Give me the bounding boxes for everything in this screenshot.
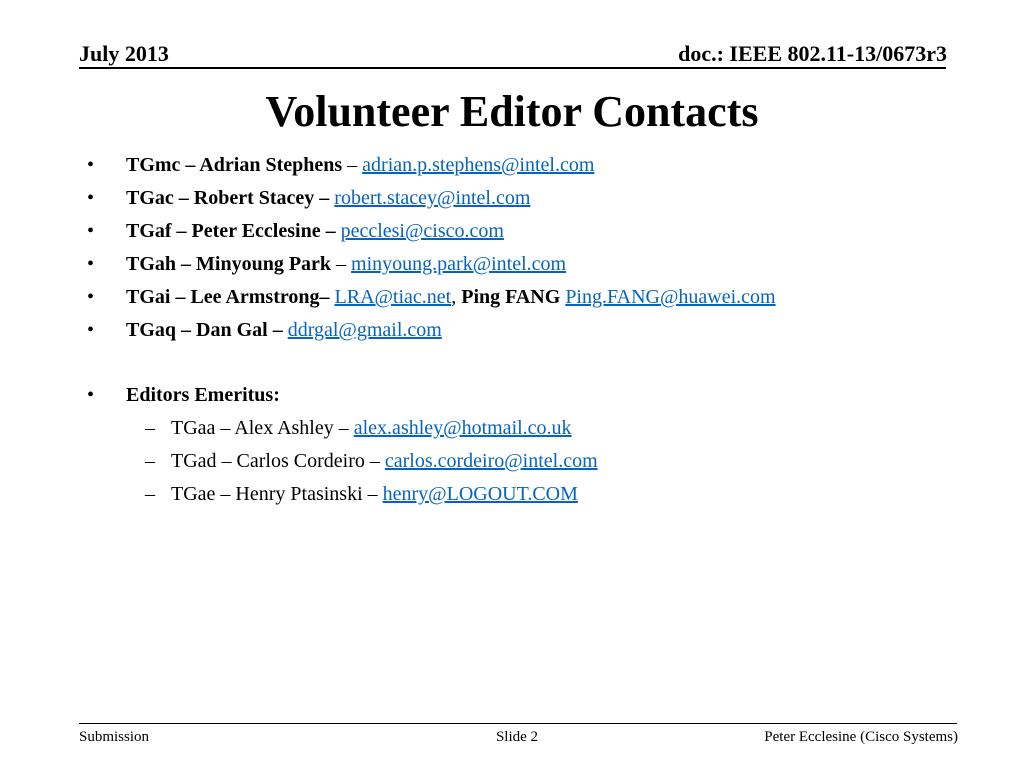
bullet-icon: • xyxy=(87,384,95,406)
emeritus-heading: Editors Emeritus: xyxy=(126,384,280,406)
header-divider xyxy=(79,67,946,69)
bullet-icon: • xyxy=(87,253,95,275)
emeritus-text: TGaa – Alex Ashley – xyxy=(171,417,354,439)
email-link[interactable]: minyoung.park@intel.com xyxy=(351,253,567,275)
email-link[interactable]: pecclesi@cisco.com xyxy=(340,220,504,242)
bullet-icon: • xyxy=(87,220,95,242)
separator: – xyxy=(342,154,363,176)
footer-submission: Submission xyxy=(79,729,150,745)
email-link[interactable]: henry@LOGOUT.COM xyxy=(382,483,578,505)
email-link[interactable]: LRA@tiac.net xyxy=(334,286,452,308)
slide-title: Volunteer Editor Contacts xyxy=(265,87,759,136)
dash-icon: – xyxy=(145,483,155,505)
contact-name-secondary: Ping FANG xyxy=(461,286,561,308)
email-link[interactable]: robert.stacey@intel.com xyxy=(334,187,531,209)
footer-author: Peter Ecclesine (Cisco Systems) xyxy=(764,729,958,745)
emeritus-text: TGad – Carlos Cordeiro – xyxy=(171,450,385,472)
bullet-icon: • xyxy=(87,187,95,209)
email-link[interactable]: alex.ashley@hotmail.co.uk xyxy=(353,417,572,439)
email-link[interactable]: carlos.cordeiro@intel.com xyxy=(384,450,598,472)
list-item xyxy=(126,152,594,178)
emeritus-text: TGae – Henry Ptasinski – xyxy=(171,483,383,505)
contact-name: TGaf – Peter Ecclesine – xyxy=(126,220,336,242)
header-doc-id: doc.: IEEE 802.11-13/0673r3 xyxy=(678,41,947,66)
contact-name: TGai – Lee Armstrong– xyxy=(126,286,330,308)
header-date: July 2013 xyxy=(79,41,169,66)
list-item xyxy=(126,284,776,310)
contact-name: TGaq – Dan Gal – xyxy=(126,319,283,341)
contact-name: TGmc – Adrian Stephens xyxy=(126,154,343,176)
emeritus-item xyxy=(171,415,572,441)
bullet-icon: • xyxy=(87,154,95,176)
list-item xyxy=(126,218,504,244)
email-link-secondary[interactable]: Ping.FANG@huawei.com xyxy=(565,286,776,308)
email-link[interactable]: adrian.p.stephens@intel.com xyxy=(362,154,595,176)
list-item xyxy=(126,317,442,343)
bullet-icon: • xyxy=(87,319,95,341)
emeritus-item xyxy=(171,481,578,507)
list-item xyxy=(126,185,530,211)
dash-icon: – xyxy=(145,417,155,439)
comma: , xyxy=(451,286,457,308)
dash-icon: – xyxy=(145,450,155,472)
email-link[interactable]: ddrgal@gmail.com xyxy=(287,319,442,341)
emeritus-item xyxy=(171,448,598,474)
contact-name: TGac – Robert Stacey – xyxy=(126,187,330,209)
contact-name: TGah – Minyoung Park xyxy=(126,253,332,275)
bullet-icon: • xyxy=(87,286,95,308)
footer-divider xyxy=(79,723,957,724)
list-item xyxy=(126,251,566,277)
footer-slide-number: Slide 2 xyxy=(495,729,539,745)
separator: – xyxy=(331,253,352,275)
